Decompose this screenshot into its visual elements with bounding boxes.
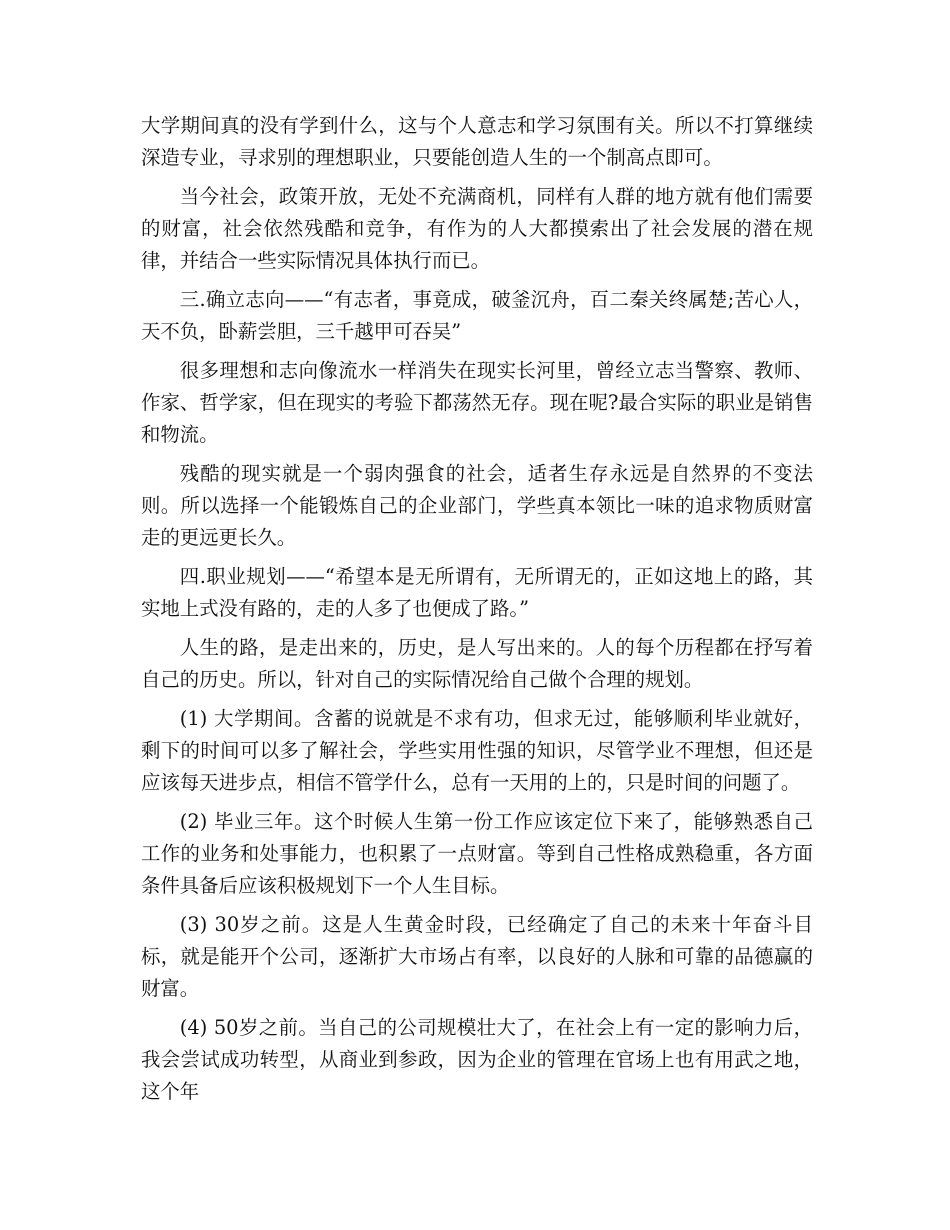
section-heading-paragraph: 三.确立志向——“有志者，事竟成，破釜沉舟，百二秦关终属楚;苦心人，天不负，卧薪尝胆，三千越甲可吞吴” [141,288,813,343]
list-item-paragraph: (3) 30岁之前。这是人生黄金时段，已经确定了自己的未来十年奋斗目标，就是能开个公司，逐渐扩大市场占有率，以良好的人脉和可靠的品德赢的财富。 [141,913,813,1000]
paragraph: 人生的路，是走出来的，历史，是人写出来的。人的每个历程都在抒写着自己的历史。所以，针对自己的实际情况给自己做个合理的规划。 [141,636,813,691]
list-item-paragraph: (4) 50岁之前。当自己的公司规模壮大了，在社会上有一定的影响力后，我会尝试成功转型，从商业到参政，因为企业的管理在官场上也有用武之地，这个年 [141,1016,813,1103]
section-heading-paragraph: 四.职业规划——“希望本是无所谓有，无所谓无的，正如这地上的路，其实地上式没有路的，走的人多了也便成了路。” [141,565,813,620]
list-item-paragraph: (1) 大学期间。含蓄的说就是不求有功，但求无过，能够顺利毕业就好，剩下的时间可以多了解社会，学些实用性强的知识，尽管学业不理想，但还是应该每天进步点，相信不管学什么，总有一天用的上的，只是时间的问题了。 [141,707,813,794]
document-body [141,110,813,1115]
paragraph: 残酷的现实就是一个弱肉强食的社会，适者生存永远是自然界的不变法则。所以选择一个能锻炼自己的企业部门，学些真本领比一味的追求物质财富走的更远更长久。 [141,462,813,549]
paragraph: 大学期间真的没有学到什么，这与个人意志和学习氛围有关。所以不打算继续深造专业，寻求别的理想职业，只要能创造人生的一个制高点即可。 [141,114,813,169]
paragraph: 很多理想和志向像流水一样消失在现实长河里，曾经立志当警察、教师、作家、哲学家，但在现实的考验下都荡然无存。现在呢?最合实际的职业是销售和物流。 [141,359,813,446]
paragraph: 当今社会，政策开放，无处不充满商机，同样有人群的地方就有他们需要的财富，社会依然残酷和竞争，有作为的人大都摸索出了社会发展的潜在规律，并结合一些实际情况具体执行而已。 [141,185,813,272]
list-item-paragraph: (2) 毕业三年。这个时候人生第一份工作应该定位下来了，能够熟悉自己工作的业务和处事能力，也积累了一点财富。等到自己性格成熟稳重，各方面条件具备后应该积极规划下一个人生目标。 [141,810,813,897]
